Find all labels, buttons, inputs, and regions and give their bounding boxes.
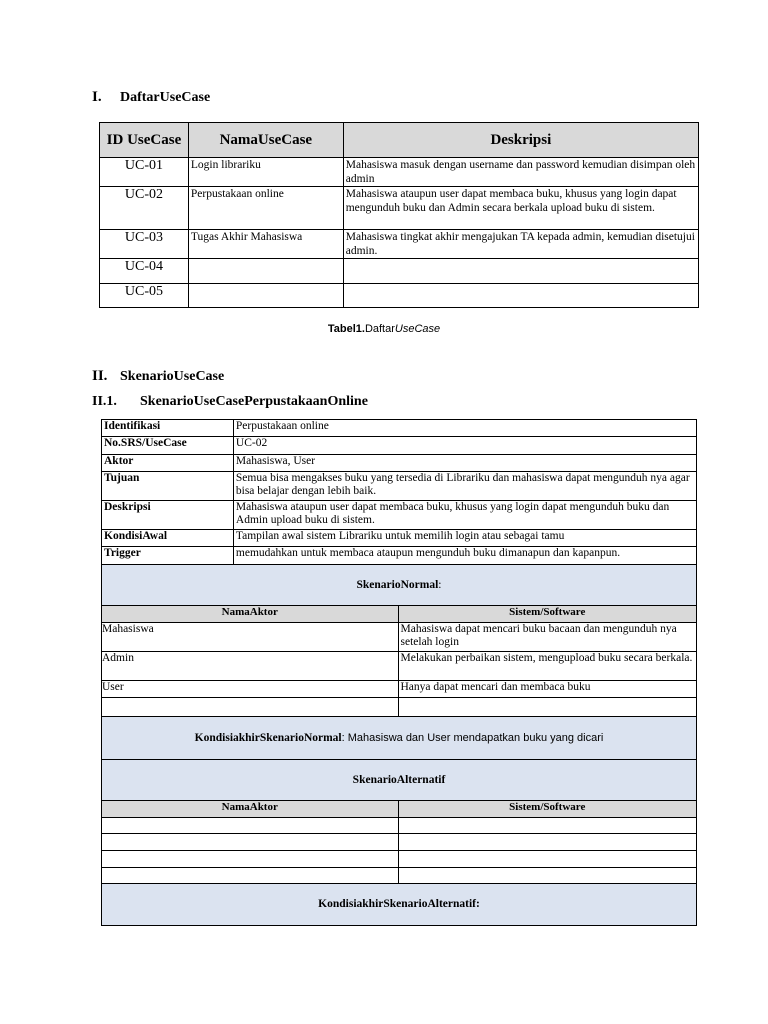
usecase-id: UC-05	[100, 284, 189, 308]
normal-col-header-row	[102, 606, 697, 623]
field-label: Deskripsi	[102, 501, 234, 530]
field-row	[102, 455, 697, 472]
usecase-name: Tugas Akhir Mahasiswa	[188, 230, 343, 259]
field-value: Tampilan awal sistem Librariku untuk memilih login atau sebagai tamu	[233, 530, 696, 547]
actor-cell	[102, 818, 399, 834]
usecase-desc: Mahasiswa tingkat akhir mengajukan TA kepada admin, kemudian disetujui admin.	[343, 230, 698, 259]
usecase-list-table	[99, 122, 699, 308]
system-cell	[398, 698, 697, 717]
usecase-name: Login librariku	[188, 158, 343, 187]
actor-cell: Admin	[102, 652, 399, 681]
table-row	[100, 230, 699, 259]
actor-cell	[102, 834, 399, 851]
section-2-1-number: II.1.	[92, 394, 117, 409]
section-2-title: SkenarioUseCase	[120, 369, 225, 384]
alt-end-row	[102, 884, 697, 926]
header-id: ID UseCase	[100, 123, 189, 158]
table-row	[102, 623, 697, 652]
section-2-number: II.	[92, 368, 108, 384]
table-row	[102, 698, 697, 717]
alt-col-actor-header: NamaAktor	[102, 801, 399, 818]
system-cell	[398, 834, 697, 851]
section-1-title: DaftarUseCase	[120, 90, 211, 105]
field-row	[102, 547, 697, 565]
field-label: Identifikasi	[102, 420, 234, 437]
table-row	[102, 868, 697, 884]
field-label: KondisiAwal	[102, 530, 234, 547]
normal-end-value: : Mahasiswa dan User mendapatkan buku yang dicari	[341, 731, 604, 744]
field-row	[102, 437, 697, 455]
table-row	[100, 158, 699, 187]
normal-scenario-suffix: :	[438, 578, 442, 591]
table-row	[102, 681, 697, 698]
alt-col-header-row	[102, 801, 697, 818]
normal-end-row	[102, 717, 697, 760]
table-row	[102, 851, 697, 868]
normal-end-label: KondisiakhirSkenarioNormal	[194, 731, 342, 744]
col-actor-header: NamaAktor	[102, 606, 399, 623]
table-row	[102, 818, 697, 834]
caption-normal: Daftar	[364, 323, 395, 335]
alt-scenario-title-row	[102, 760, 697, 801]
actor-cell	[102, 698, 399, 717]
system-cell	[398, 868, 697, 884]
alt-scenario-title: SkenarioAlternatif	[102, 760, 697, 801]
field-row	[102, 472, 697, 501]
alt-end-condition: KondisiakhirSkenarioAlternatif:	[102, 884, 697, 926]
normal-scenario-title-row	[102, 565, 697, 606]
usecase-desc: Mahasiswa ataupun user dapat membaca buku, khusus yang login dapat mengunduh buku dan Admin secara berkala upload buku di sistem.	[343, 187, 698, 230]
table-row	[102, 652, 697, 681]
normal-end-condition	[102, 717, 697, 760]
header-desc: Deskripsi	[343, 123, 698, 158]
caption-italic: UseCase	[394, 323, 441, 335]
field-label: Aktor	[102, 455, 234, 472]
field-value: Mahasiswa ataupun user dapat membaca buku, khusus yang login dapat mengunduh buku dan Admin upload buku di sistem.	[233, 501, 696, 530]
field-value: memudahkan untuk membaca ataupun mengunduh buku dimanapun dan kapanpun.	[233, 547, 696, 565]
actor-cell	[102, 868, 399, 884]
normal-scenario-label: SkenarioNormal	[356, 578, 439, 591]
field-value: Perpustakaan online	[233, 420, 696, 437]
usecase-id: UC-04	[100, 259, 189, 284]
usecase-id: UC-01	[100, 158, 189, 187]
usecase-id: UC-02	[100, 187, 189, 230]
section-2-1-title: SkenarioUseCasePerpustakaanOnline	[140, 394, 368, 409]
actor-cell: User	[102, 681, 399, 698]
section-2-heading	[92, 368, 224, 385]
actor-cell	[102, 851, 399, 868]
scenario-table	[101, 419, 697, 926]
alt-col-system-header: Sistem/Software	[398, 801, 697, 818]
field-value: Mahasiswa, User	[233, 455, 696, 472]
field-row	[102, 501, 697, 530]
usecase-name: Perpustakaan online	[188, 187, 343, 230]
section-1-number: I.	[92, 89, 102, 105]
usecase-name	[188, 259, 343, 284]
field-value: Semua bisa mengakses buku yang tersedia di Librariku dan mahasiswa dapat mengunduh nya agar bisa belajar dengan lebih baik.	[233, 472, 696, 501]
caption-bold: Tabel1.	[327, 323, 365, 335]
actor-cell: Mahasiswa	[102, 623, 399, 652]
table-row	[100, 284, 699, 308]
header-name: NamaUseCase	[188, 123, 343, 158]
table-row	[102, 834, 697, 851]
section-2-1-heading	[92, 394, 368, 410]
system-cell	[398, 818, 697, 834]
field-label: No.SRS/UseCase	[102, 437, 234, 455]
usecase-desc: Mahasiswa masuk dengan username dan password kemudian disimpan oleh admin	[343, 158, 698, 187]
table-row	[100, 259, 699, 284]
field-label: Tujuan	[102, 472, 234, 501]
system-cell: Hanya dapat mencari dan membaca buku	[398, 681, 697, 698]
col-system-header: Sistem/Software	[398, 606, 697, 623]
table-row	[100, 187, 699, 230]
usecase-id: UC-03	[100, 230, 189, 259]
table-caption	[0, 323, 768, 335]
system-cell: Melakukan perbaikan sistem, mengupload buku secara berkala.	[398, 652, 697, 681]
usecase-desc	[343, 259, 698, 284]
usecase-desc	[343, 284, 698, 308]
system-cell	[398, 851, 697, 868]
field-value: UC-02	[233, 437, 696, 455]
field-label: Trigger	[102, 547, 234, 565]
field-row	[102, 530, 697, 547]
system-cell: Mahasiswa dapat mencari buku bacaan dan mengunduh nya setelah login	[398, 623, 697, 652]
usecase-name	[188, 284, 343, 308]
table-header-row	[100, 123, 699, 158]
normal-scenario-title	[102, 565, 697, 606]
field-row	[102, 420, 697, 437]
section-1-heading	[92, 89, 210, 106]
